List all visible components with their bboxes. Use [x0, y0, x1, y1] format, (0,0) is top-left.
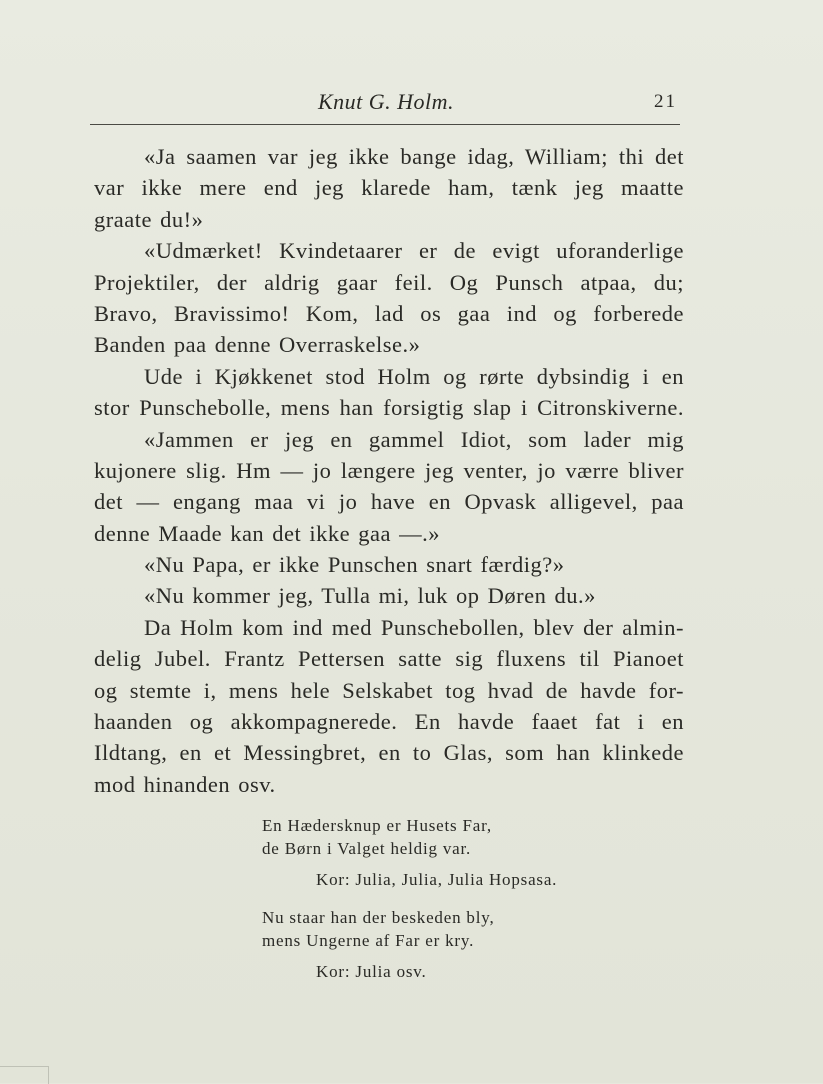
text-line: det — engang maa vi jo have en Opvask alligevel, paa — [94, 489, 684, 515]
header-rule — [90, 124, 680, 125]
text-line: Banden paa denne Overraskelse.» — [94, 332, 421, 358]
text-line: Ildtang, en et Messingbret, en to Glas, som han klinkede — [94, 740, 684, 766]
text-line: «Nu Papa, er ikke Punschen snart færdig?» — [144, 552, 565, 578]
scan-edge-mark — [0, 1066, 49, 1084]
text-line: Bravo, Bravissimo! Kom, lad os gaa ind og forberede — [94, 300, 684, 326]
verse-chorus: Kor: Julia, Julia, Julia Hopsasa. — [316, 870, 558, 889]
verse-line: En Hædersknup er Husets Far, — [262, 816, 492, 835]
page-number: 21 — [654, 91, 677, 112]
running-header-title: Knut G. Holm. — [318, 89, 455, 114]
song-verse — [262, 906, 495, 983]
text-line: Da Holm kom ind med Punschebollen, blev der almin- — [144, 614, 684, 640]
text-line: «Udmærket! Kvindetaarer er de evigt uforanderlige — [144, 238, 684, 264]
text-line: «Jammen er jeg en gammel Idiot, som lader mig — [144, 426, 684, 452]
text-line: stor Punschebolle, mens han forsigtig slap i Citronskiverne. — [94, 395, 684, 421]
text-line: «Nu kommer jeg, Tulla mi, luk op Døren du.» — [144, 583, 596, 609]
text-line: Projektiler, der aldrig gaar feil. Og Punsch atpaa, du; — [94, 269, 684, 295]
text-line: kujonere slig. Hm — jo længere jeg venter, jo værre bliver — [94, 457, 684, 483]
text-line: Ude i Kjøkkenet stod Holm og rørte dybsindig i en — [144, 363, 684, 389]
verse-line: de Børn i Valget heldig var. — [262, 839, 472, 858]
text-line: og stemte i, mens hele Selskabet tog hvad de havde for- — [94, 677, 684, 703]
text-line: «Ja saamen var jeg ikke bange idag, William; thi det — [144, 144, 684, 169]
text-line: haanden og akkompagnerede. En havde faaet fat i en — [94, 709, 684, 735]
text-line: denne Maade kan det ikke gaa —.» — [94, 520, 440, 546]
text-line: delig Jubel. Frantz Pettersen satte sig fluxens til Pianoet — [94, 646, 684, 672]
text-line: var ikke mere end jeg klarede ham, tænk jeg maatte — [94, 175, 684, 201]
verse-line: Nu staar han der beskeden bly, — [262, 908, 495, 927]
text-line: graate du!» — [94, 206, 204, 232]
verse-chorus: Kor: Julia osv. — [316, 962, 427, 981]
text-line: mod hinanden osv. — [94, 771, 276, 797]
verse-line: mens Ungerne af Far er kry. — [262, 931, 475, 950]
song-verse — [262, 814, 557, 891]
body-text — [94, 141, 684, 800]
